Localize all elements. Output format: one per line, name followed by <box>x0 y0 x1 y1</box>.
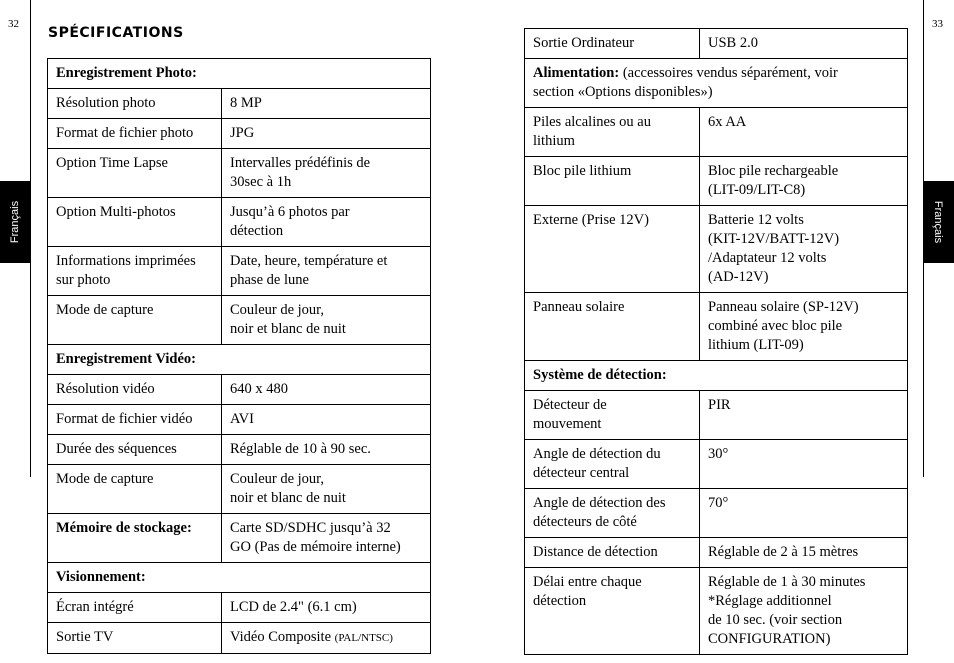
spec-value: AVI <box>222 405 431 435</box>
value-line: (LIT-09/LIT-C8) <box>708 182 806 198</box>
table-row <box>525 568 908 655</box>
spec-value: 70° <box>700 489 908 538</box>
value-line: lithium (LIT-09) <box>708 337 804 353</box>
value-line: Réglable de 1 à 30 minutes <box>708 574 866 590</box>
value-line: Bloc pile rechargeable <box>708 163 839 179</box>
table-row <box>48 89 431 119</box>
spec-label: Option Multi-photos <box>48 198 222 247</box>
value-line: Intervalles prédéfinis de <box>230 155 371 171</box>
value-line: de 10 sec. (voir section <box>708 612 843 628</box>
viewing-section-header: Visionnement: <box>48 563 431 593</box>
table-row <box>48 593 431 623</box>
language-tab-label: Français <box>932 200 945 244</box>
value-line: GO (Pas de mémoire interne) <box>230 539 401 555</box>
table-row <box>48 345 431 375</box>
spec-table-left <box>47 58 431 654</box>
value-line: (AD-12V) <box>708 269 769 285</box>
spec-label: Bloc pile lithium <box>525 157 700 206</box>
value-line: /Adaptateur 12 volts <box>708 250 827 266</box>
label-line: détection <box>533 593 587 609</box>
spec-value <box>222 296 431 345</box>
spec-label: Panneau solaire <box>525 293 700 361</box>
spec-label: Sortie Ordinateur <box>525 29 700 59</box>
spec-value: 30° <box>700 440 908 489</box>
table-row <box>525 157 908 206</box>
label-line: mouvement <box>533 416 602 432</box>
table-row <box>525 538 908 568</box>
spec-label: Résolution vidéo <box>48 375 222 405</box>
spec-value: 640 x 480 <box>222 375 431 405</box>
table-row <box>48 247 431 296</box>
spec-label <box>525 489 700 538</box>
table-row <box>48 149 431 198</box>
table-row <box>525 391 908 440</box>
value-line: Panneau solaire (SP-12V) <box>708 299 859 315</box>
spec-value: JPG <box>222 119 431 149</box>
value-line: 30sec à 1h <box>230 174 292 190</box>
table-row <box>48 119 431 149</box>
table-row <box>48 198 431 247</box>
label-line: Angle de détection des <box>533 495 666 511</box>
value-line: (KIT-12V/BATT-12V) <box>708 231 840 247</box>
power-section-header <box>525 59 908 108</box>
label-line: détecteurs de côté <box>533 514 637 530</box>
spec-value <box>222 149 431 198</box>
label-line: sur photo <box>56 272 111 288</box>
value-line: Batterie 12 volts <box>708 212 804 228</box>
label-line: Délai entre chaque <box>533 574 642 590</box>
spec-value <box>700 157 908 206</box>
section-title: SPÉCIFICATIONS <box>48 25 184 41</box>
photo-section-header: Enregistrement Photo: <box>48 59 431 89</box>
value-line: combiné avec bloc pile <box>708 318 843 334</box>
value-text: Vidéo Composite <box>230 629 332 645</box>
spec-label <box>525 568 700 655</box>
spec-label: Format de fichier photo <box>48 119 222 149</box>
power-note-line: (accessoires vendus séparément, voir <box>622 65 838 81</box>
table-row <box>525 489 908 538</box>
spec-value: Réglable de 10 à 90 sec. <box>222 435 431 465</box>
language-tab-right <box>923 181 954 263</box>
label-line: lithium <box>533 133 575 149</box>
table-row <box>48 375 431 405</box>
spec-label: Écran intégré <box>48 593 222 623</box>
video-section-header: Enregistrement Vidéo: <box>48 345 431 375</box>
table-row <box>525 361 908 391</box>
power-note-line: section «Options disponibles») <box>533 84 713 100</box>
value-line: Couleur de jour, <box>230 302 325 318</box>
spec-label <box>48 247 222 296</box>
label-line: Informations imprimées <box>56 253 196 269</box>
spec-value <box>222 247 431 296</box>
table-row <box>48 514 431 563</box>
spec-label: Sortie TV <box>48 623 222 654</box>
spec-label: Distance de détection <box>525 538 700 568</box>
table-row <box>48 296 431 345</box>
value-line: Date, heure, température et <box>230 253 388 269</box>
spec-value: Réglable de 2 à 15 mètres <box>700 538 908 568</box>
value-line: *Réglage additionnel <box>708 593 832 609</box>
spec-label: Mode de capture <box>48 296 222 345</box>
table-row <box>48 405 431 435</box>
table-row <box>48 623 431 654</box>
table-row <box>48 435 431 465</box>
table-row <box>48 465 431 514</box>
value-line: noir et blanc de nuit <box>230 321 346 337</box>
storage-label: Mémoire de stockage: <box>48 514 222 563</box>
spec-value <box>700 293 908 361</box>
spec-value <box>222 623 431 654</box>
table-row <box>525 29 908 59</box>
spec-label: Format de fichier vidéo <box>48 405 222 435</box>
detection-section-header: Système de détection: <box>525 361 908 391</box>
spec-value <box>700 206 908 293</box>
spec-label: Externe (Prise 12V) <box>525 206 700 293</box>
spec-label <box>525 440 700 489</box>
spec-label: Mode de capture <box>48 465 222 514</box>
value-line: Carte SD/SDHC jusqu’à 32 <box>230 520 391 536</box>
spec-table-right <box>524 28 908 655</box>
value-line: détection <box>230 223 284 239</box>
value-note: (PAL/NTSC) <box>334 632 393 644</box>
spec-value <box>222 198 431 247</box>
page-number-right: 33 <box>932 18 943 30</box>
spec-value <box>222 514 431 563</box>
value-line: noir et blanc de nuit <box>230 490 346 506</box>
spec-value: PIR <box>700 391 908 440</box>
spec-label: Option Time Lapse <box>48 149 222 198</box>
table-row <box>525 206 908 293</box>
language-tab-left <box>0 181 31 263</box>
spec-label <box>525 391 700 440</box>
spec-value: USB 2.0 <box>700 29 908 59</box>
table-row <box>525 293 908 361</box>
table-row <box>525 108 908 157</box>
spec-value: LCD de 2.4" (6.1 cm) <box>222 593 431 623</box>
table-row <box>48 59 431 89</box>
label-line: Piles alcalines ou au <box>533 114 651 130</box>
table-row <box>525 440 908 489</box>
spec-label: Durée des séquences <box>48 435 222 465</box>
value-line: Couleur de jour, <box>230 471 325 487</box>
spec-value <box>222 465 431 514</box>
value-line: CONFIGURATION) <box>708 631 831 647</box>
spec-value: 6x AA <box>700 108 908 157</box>
spec-label: Résolution photo <box>48 89 222 119</box>
label-line: détecteur central <box>533 465 630 481</box>
label-line: Angle de détection du <box>533 446 661 462</box>
table-row <box>525 59 908 108</box>
spec-label <box>525 108 700 157</box>
spec-value: 8 MP <box>222 89 431 119</box>
power-header-title: Alimentation: <box>533 65 620 81</box>
language-tab-label: Français <box>9 200 22 244</box>
value-line: Jusqu’à 6 photos par <box>230 204 350 220</box>
table-row <box>48 563 431 593</box>
label-line: Détecteur de <box>533 397 607 413</box>
page-number-left: 32 <box>8 18 19 30</box>
value-line: phase de lune <box>230 272 309 288</box>
spec-value <box>700 568 908 655</box>
